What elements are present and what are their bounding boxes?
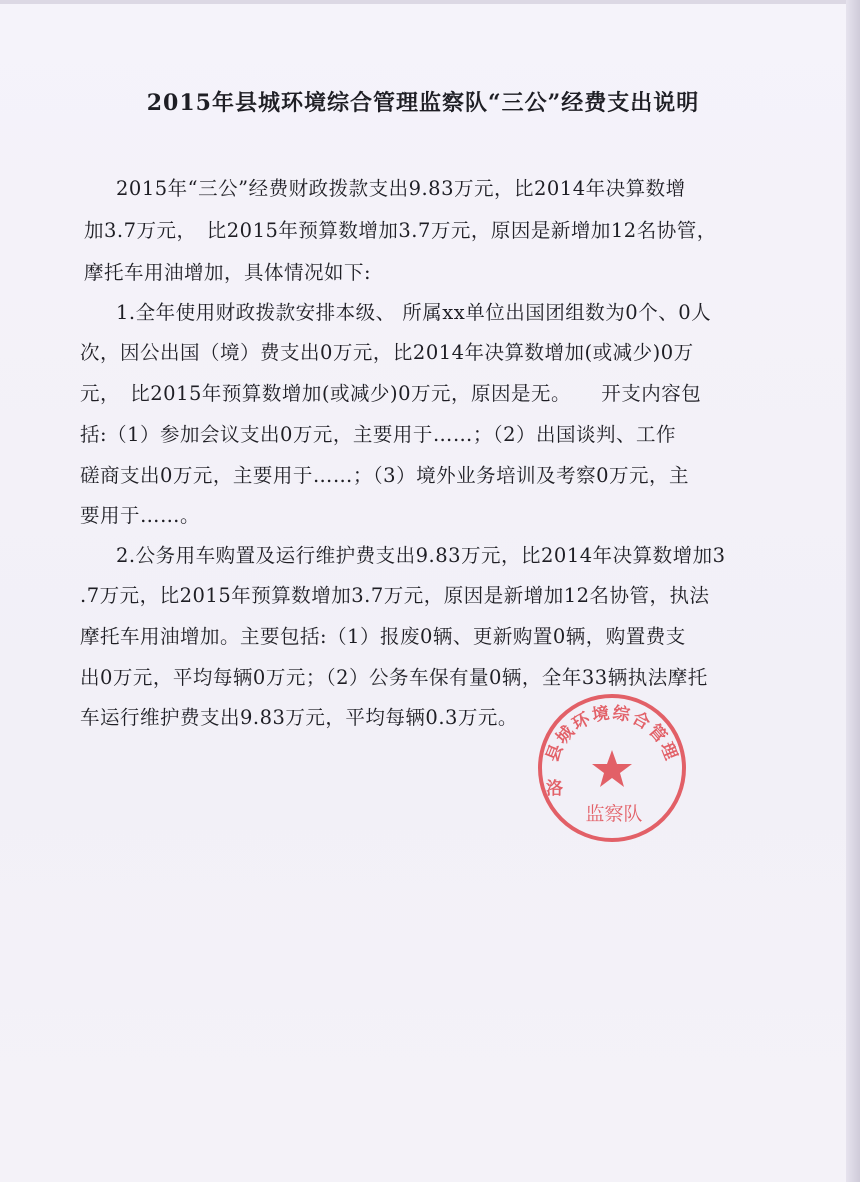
scan-edge-right bbox=[846, 0, 860, 1182]
body-line: 1.全年使用财政拨款安排本级、 所属xx单位出国团组数为0个、0人 bbox=[116, 301, 712, 324]
scan-edge-top bbox=[0, 0, 860, 4]
official-seal bbox=[532, 688, 692, 848]
body-line: 车运行维护费支出9.83万元，平均每辆0.3万元。 bbox=[80, 706, 518, 729]
seal-ring-text: 县城环境综合管理 bbox=[542, 703, 682, 765]
seal-left-text: 洛 bbox=[546, 779, 563, 799]
body-line: 2.公务用车购置及运行维护费支出9.83万元，比2014年决算数增加3 bbox=[116, 544, 726, 567]
body-line: 磋商支出0万元，主要用于……；（3）境外业务培训及考察0万元，主 bbox=[80, 464, 689, 487]
body-line: 加3.7万元， 比2015年预算数增加3.7万元，原因是新增加12名协管， bbox=[84, 219, 717, 242]
body-line: 2015年“三公”经费财政拨款支出9.83万元，比2014年决算数增 bbox=[116, 177, 686, 200]
seal-center-text: 监察队 bbox=[585, 803, 643, 825]
seal-star-icon bbox=[592, 750, 632, 787]
body-line: 括:（1）参加会议支出0万元，主要用于……；（2）出国谈判、工作 bbox=[80, 423, 677, 446]
body-line: 摩托车用油增加。主要包括:（1）报废0辆、更新购置0辆，购置费支 bbox=[80, 625, 686, 648]
document-title: 2015年县城环境综合管理监察队“三公”经费支出说明 bbox=[146, 90, 700, 116]
body-line: 次，因公出国（境）费支出0万元，比2014年决算数增加(或减少)0万 bbox=[80, 341, 694, 364]
body-line: 出0万元，平均每辆0万元；（2）公务车保有量0辆，全年33辆执法摩托 bbox=[80, 666, 708, 689]
body-line: 元， 比2015年预算数增加(或减少)0万元，原因是无。 开支内容包 bbox=[80, 382, 702, 405]
body-line: 要用于……。 bbox=[80, 504, 201, 527]
body-line: .7万元，比2015年预算数增加3.7万元，原因是新增加12名协管，执法 bbox=[80, 584, 710, 607]
body-line: 摩托车用油增加，具体情况如下: bbox=[84, 261, 372, 284]
